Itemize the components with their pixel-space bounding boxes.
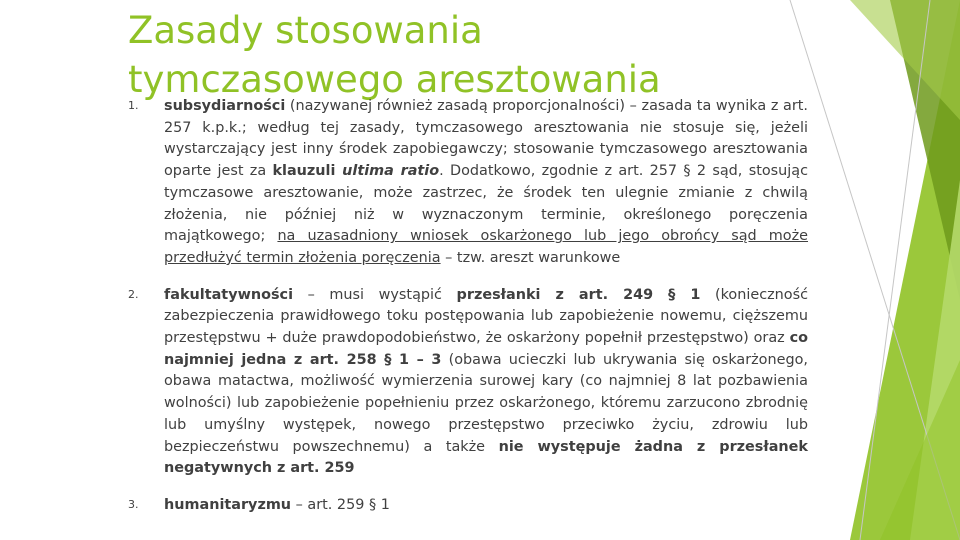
list-item-text bbox=[164, 495, 808, 517]
text-run: ultima ratio bbox=[342, 163, 440, 180]
list-item bbox=[128, 285, 808, 480]
text-run: – art. 259 § 1 bbox=[291, 496, 390, 513]
list-item-number: 2. bbox=[128, 287, 139, 301]
list-item-text bbox=[164, 285, 808, 480]
text-run: klauzuli bbox=[272, 163, 343, 180]
text-run: przesłanki z art. 249 § 1 bbox=[456, 286, 701, 303]
text-run: (nazywanej również zasadą proporcjonalności) – zasada ta wynika z art. 257 k.p.k.; według tej zasady, tymczasowego aresztowania nie stosuje się, jeżeli wystarczający jest inny środek zapobiegawczy; stosowanie tymczasowego aresztowania oparte jest za bbox=[164, 98, 808, 180]
text-run: (obawa ucieczki lub ukrywania się oskarżonego, obawa matactwa, możliwość wymierzenia surowej kary (co najmniej 8 lat pozbawienia wolności) lub zapobieżenie popełnieniu przez oskarżonego, któremu zarzucono zbrodnię lub umyślny występek, nowego przestępstwo przeciwko życiu, zdrowiu lub bezpieczeństwu powszechnemu) a także bbox=[164, 351, 808, 455]
list-item-number: 1. bbox=[128, 99, 139, 112]
text-run: (konieczność zabezpieczenia prawidłowego toku postępowania lub zapobieżenie nowemu, cięższemu przestępstwu + duże prawdopodobieństwo, że oskarżony popełnił przestępstwo) oraz bbox=[164, 286, 808, 347]
text-run: co najmniej jedna z art. 258 § 1 – 3 bbox=[164, 330, 808, 368]
text-run: – musi wystąpić bbox=[293, 286, 457, 303]
list-item-number: 3. bbox=[128, 497, 139, 511]
slide-title: Zasady stosowania tymczasowego aresztowania bbox=[128, 9, 661, 101]
text-run: humanitaryzmu bbox=[164, 496, 292, 513]
text-run: na uzasadniony wniosek oskarżonego lub jego obrońcy sąd może przedłużyć termin złożenia poręczenia bbox=[164, 228, 809, 266]
deco-triangle-top bbox=[850, 0, 960, 120]
list-item bbox=[128, 96, 808, 270]
text-run: subsydiarności bbox=[164, 98, 286, 114]
principles-list bbox=[128, 96, 808, 532]
list-item-text bbox=[164, 96, 808, 270]
text-run: . Dodatkowo, zgodnie z art. 257 § 2 sąd, stosując tymczasowe aresztowanie, może zastrzec, że środek ten ulegnie zmianie z chwilą złożenia, nie później niż w wyznaczonym terminie, określonego poręczenia majątkowego; bbox=[164, 163, 808, 245]
text-run: fakultatywności bbox=[164, 286, 294, 303]
list-item bbox=[128, 495, 808, 517]
text-run: – tzw. areszt warunkowe bbox=[440, 249, 621, 266]
text-run: nie występuje żadna z przesłanek negatywnych z art. 259 bbox=[164, 438, 808, 477]
